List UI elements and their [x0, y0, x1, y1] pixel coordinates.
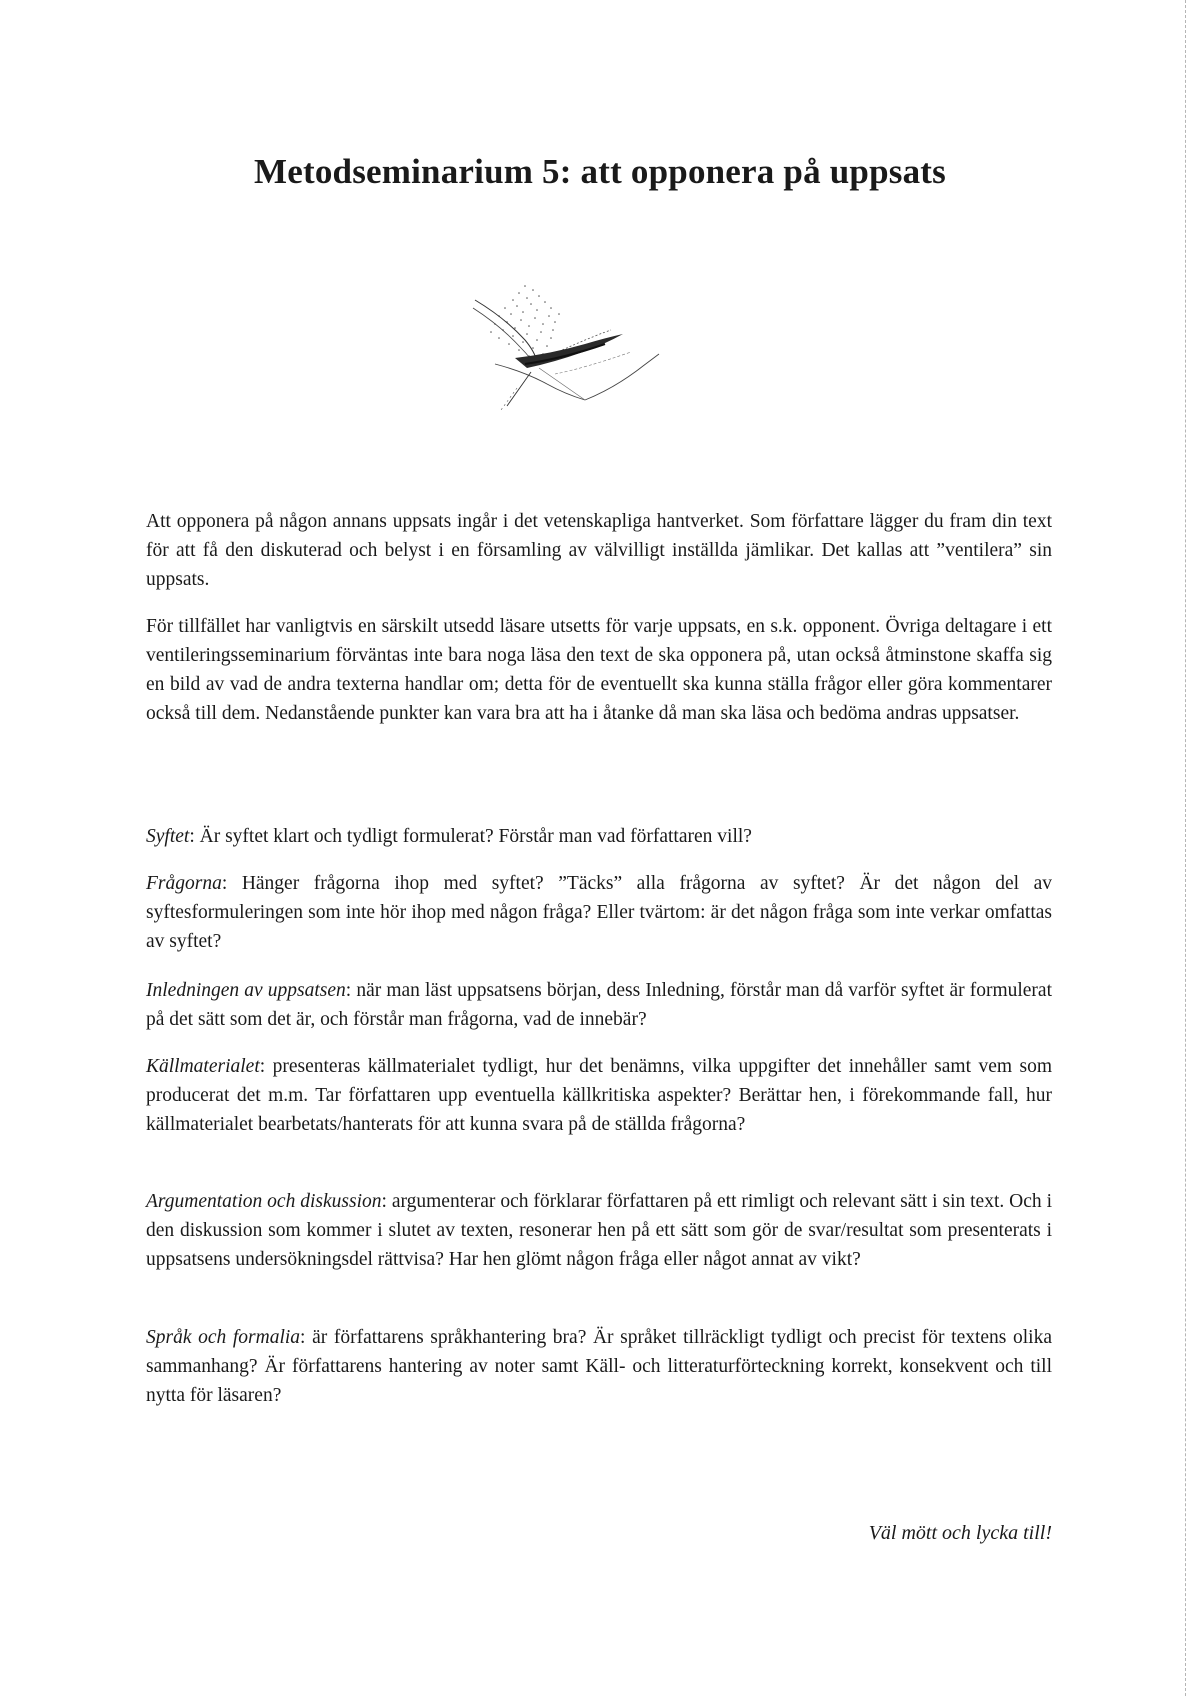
section-term: Argumentation och diskussion [146, 1191, 382, 1212]
section-text: : presenteras källmaterialet tydligt, hur det benämns, vilka uppgifter det innehåller samt vem som producerat det m.m. Tar författaren upp eventuella källkritiska aspekter? Berättar hen, i förekommande fall, hur källmaterialet bearbetats/hanterats för att kunna svara på de ställda frågorna? [146, 1056, 1052, 1135]
section-term: Syftet [146, 826, 190, 847]
section-argumentation [146, 1187, 1052, 1274]
section-inledningen [146, 976, 1052, 1034]
page-title: Metodseminarium 5: att opponera på uppsats [254, 152, 946, 191]
scan-edge-line [1185, 0, 1186, 1696]
section-text: : Är syftet klart och tydligt formulerat? Förstår man vad författaren vill? [189, 826, 752, 847]
section-text: : Hänger frågorna ihop med syftet? ”Täcks” alla frågorna av syftet? Är det någon del av syftesformuleringen som inte hör ihop med någon fråga? Eller tvärtom: är det någon fråga som inte verkar omfattas av syftet? [146, 873, 1052, 952]
intro-paragraph-1: Att opponera på någon annans uppsats ingår i det vetenskapliga hantverket. Som författare lägger du fram din text för att få den diskuterad och belyst i en församling av välvilligt inställda jämlikar. Det kallas att ”ventilera” sin uppsats. [146, 511, 1052, 590]
closing-remark: Väl mött och lycka till! [868, 1522, 1052, 1544]
section-text: : när man läst uppsatsens början, dess Inledning, förstår man då varför syftet är formulerat på det sätt som det är, och förstår man frågorna, vad de innebär? [146, 980, 1052, 1030]
section-kallmaterialet [146, 1052, 1052, 1139]
section-term: Språk och formalia [146, 1327, 301, 1348]
intro-paragraph-2: För tillfället har vanligtvis en särskilt utsedd läsare utsetts för varje uppsats, en s.k. opponent. Övriga deltagare i ett ventileringsseminarium förväntas inte bara noga läsa den text de ska opponera på, utan också åtminstone skaffa sig en bild av vad de andra texterna handlar om; detta för de eventuellt ska kunna ställa frågor eller göra kommentarer också till dem. Nedanstående punkter kan vara bra att ha i åtanke då man ska läsa och bedöma andras uppsatser. [146, 616, 1052, 724]
section-term: Inledningen av uppsatsen [146, 980, 346, 1001]
section-text: : är författarens språkhantering bra? Är språket tillräckligt tydligt och precist för textens olika sammanhang? Är författarens hantering av noter samt Käll- och litteraturförteckning korrekt, konsekvent och till nytta för läsaren? [146, 1327, 1052, 1406]
section-term: Källmaterialet [146, 1056, 260, 1077]
section-sprak-formalia [146, 1323, 1052, 1410]
section-term: Frågorna [146, 873, 222, 894]
section-fragorna [146, 869, 1052, 956]
section-syftet [146, 822, 1052, 851]
open-book-sketch-icon [455, 278, 675, 423]
section-text: : argumenterar och förklarar författaren på ett rimligt och relevant sätt i sin text. Och i den diskussion som kommer i slutet av texten, resonerar hen på ett sätt som gör de svar/resultat som presenterats i uppsatsens undersökningsdel rättvisa? Har hen glömt någon fråga eller något annat av vikt? [146, 1191, 1052, 1270]
